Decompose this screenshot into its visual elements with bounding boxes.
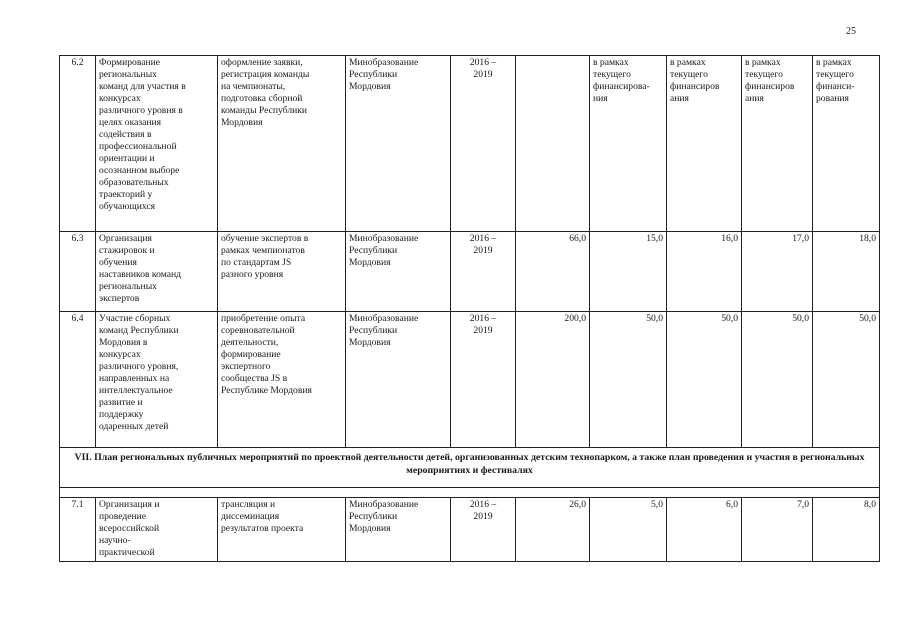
executor: Минобразование Республики Мордовия xyxy=(346,56,451,232)
page-number: 25 xyxy=(846,26,856,37)
amount-2019: 8,0 xyxy=(813,498,880,562)
row-number: 6.4 xyxy=(60,312,96,448)
amount-2016: в рамках текущего финансирова- ния xyxy=(590,56,667,232)
spacer-cell xyxy=(60,488,880,498)
amount-2016: 50,0 xyxy=(590,312,667,448)
amount-2017: 16,0 xyxy=(667,232,742,312)
activity-result: оформление заявки, регистрация команды на чемпионаты, подготовка сборной команды Республики Мордовия xyxy=(218,56,346,232)
spacer-row xyxy=(60,488,880,498)
table-row xyxy=(60,498,880,562)
activity-name: Организация стажировок и обучения наставников команд региональных экспертов xyxy=(96,232,218,312)
amount-2018: 50,0 xyxy=(742,312,813,448)
table-row xyxy=(60,56,880,232)
total-amount: 26,0 xyxy=(516,498,590,562)
activity-name: Организация и проведение всероссийской научно- практической xyxy=(96,498,218,562)
executor: Минобразование Республики Мордовия xyxy=(346,232,451,312)
activity-result: приобретение опыта соревновательной деятельности, формирование экспертного сообщества JS в Республике Мордовия xyxy=(218,312,346,448)
total-amount: 66,0 xyxy=(516,232,590,312)
amount-2017: 6,0 xyxy=(667,498,742,562)
row-number: 7.1 xyxy=(60,498,96,562)
row-number: 6.3 xyxy=(60,232,96,312)
amount-2018: 7,0 xyxy=(742,498,813,562)
amount-2019: в рамках текущего финанси- рования xyxy=(813,56,880,232)
total-amount: 200,0 xyxy=(516,312,590,448)
executor: Минобразование Республики Мордовия xyxy=(346,312,451,448)
period: 2016 – 2019 xyxy=(451,56,516,232)
period: 2016 – 2019 xyxy=(451,498,516,562)
executor: Минобразование Республики Мордовия xyxy=(346,498,451,562)
total-amount xyxy=(516,56,590,232)
activity-name: Формирование региональных команд для участия в конкурсах различного уровня в целях оказания содействия в профессиональной ориентации и осознанном выборе образовательных траекторий у обучающихся xyxy=(96,56,218,232)
amount-2017: 50,0 xyxy=(667,312,742,448)
amount-2016: 15,0 xyxy=(590,232,667,312)
amount-2017: в рамках текущего финансиров ания xyxy=(667,56,742,232)
activity-result: обучение экспертов в рамках чемпионатов по стандартам JS разного уровня xyxy=(218,232,346,312)
row-number: 6.2 xyxy=(60,56,96,232)
amount-2018: 17,0 xyxy=(742,232,813,312)
section-heading: VII. План региональных публичных мероприятий по проектной деятельности детей, организованных детским технопарком, а также план проведения и участия в региональных мероприятиях и фестивалях xyxy=(60,448,880,488)
table-row xyxy=(60,232,880,312)
amount-2018: в рамках текущего финансиров ания xyxy=(742,56,813,232)
amount-2016: 5,0 xyxy=(590,498,667,562)
activity-name: Участие сборных команд Республики Мордовия в конкурсах различного уровня, направленных на интеллектуальное развитие и поддержку одаренных детей xyxy=(96,312,218,448)
amount-2019: 50,0 xyxy=(813,312,880,448)
period: 2016 – 2019 xyxy=(451,312,516,448)
section-heading-row xyxy=(60,448,880,488)
program-activities-table xyxy=(59,55,880,562)
period: 2016 – 2019 xyxy=(451,232,516,312)
amount-2019: 18,0 xyxy=(813,232,880,312)
activity-result: трансляция и диссеминация результатов проекта xyxy=(218,498,346,562)
table-row xyxy=(60,312,880,448)
